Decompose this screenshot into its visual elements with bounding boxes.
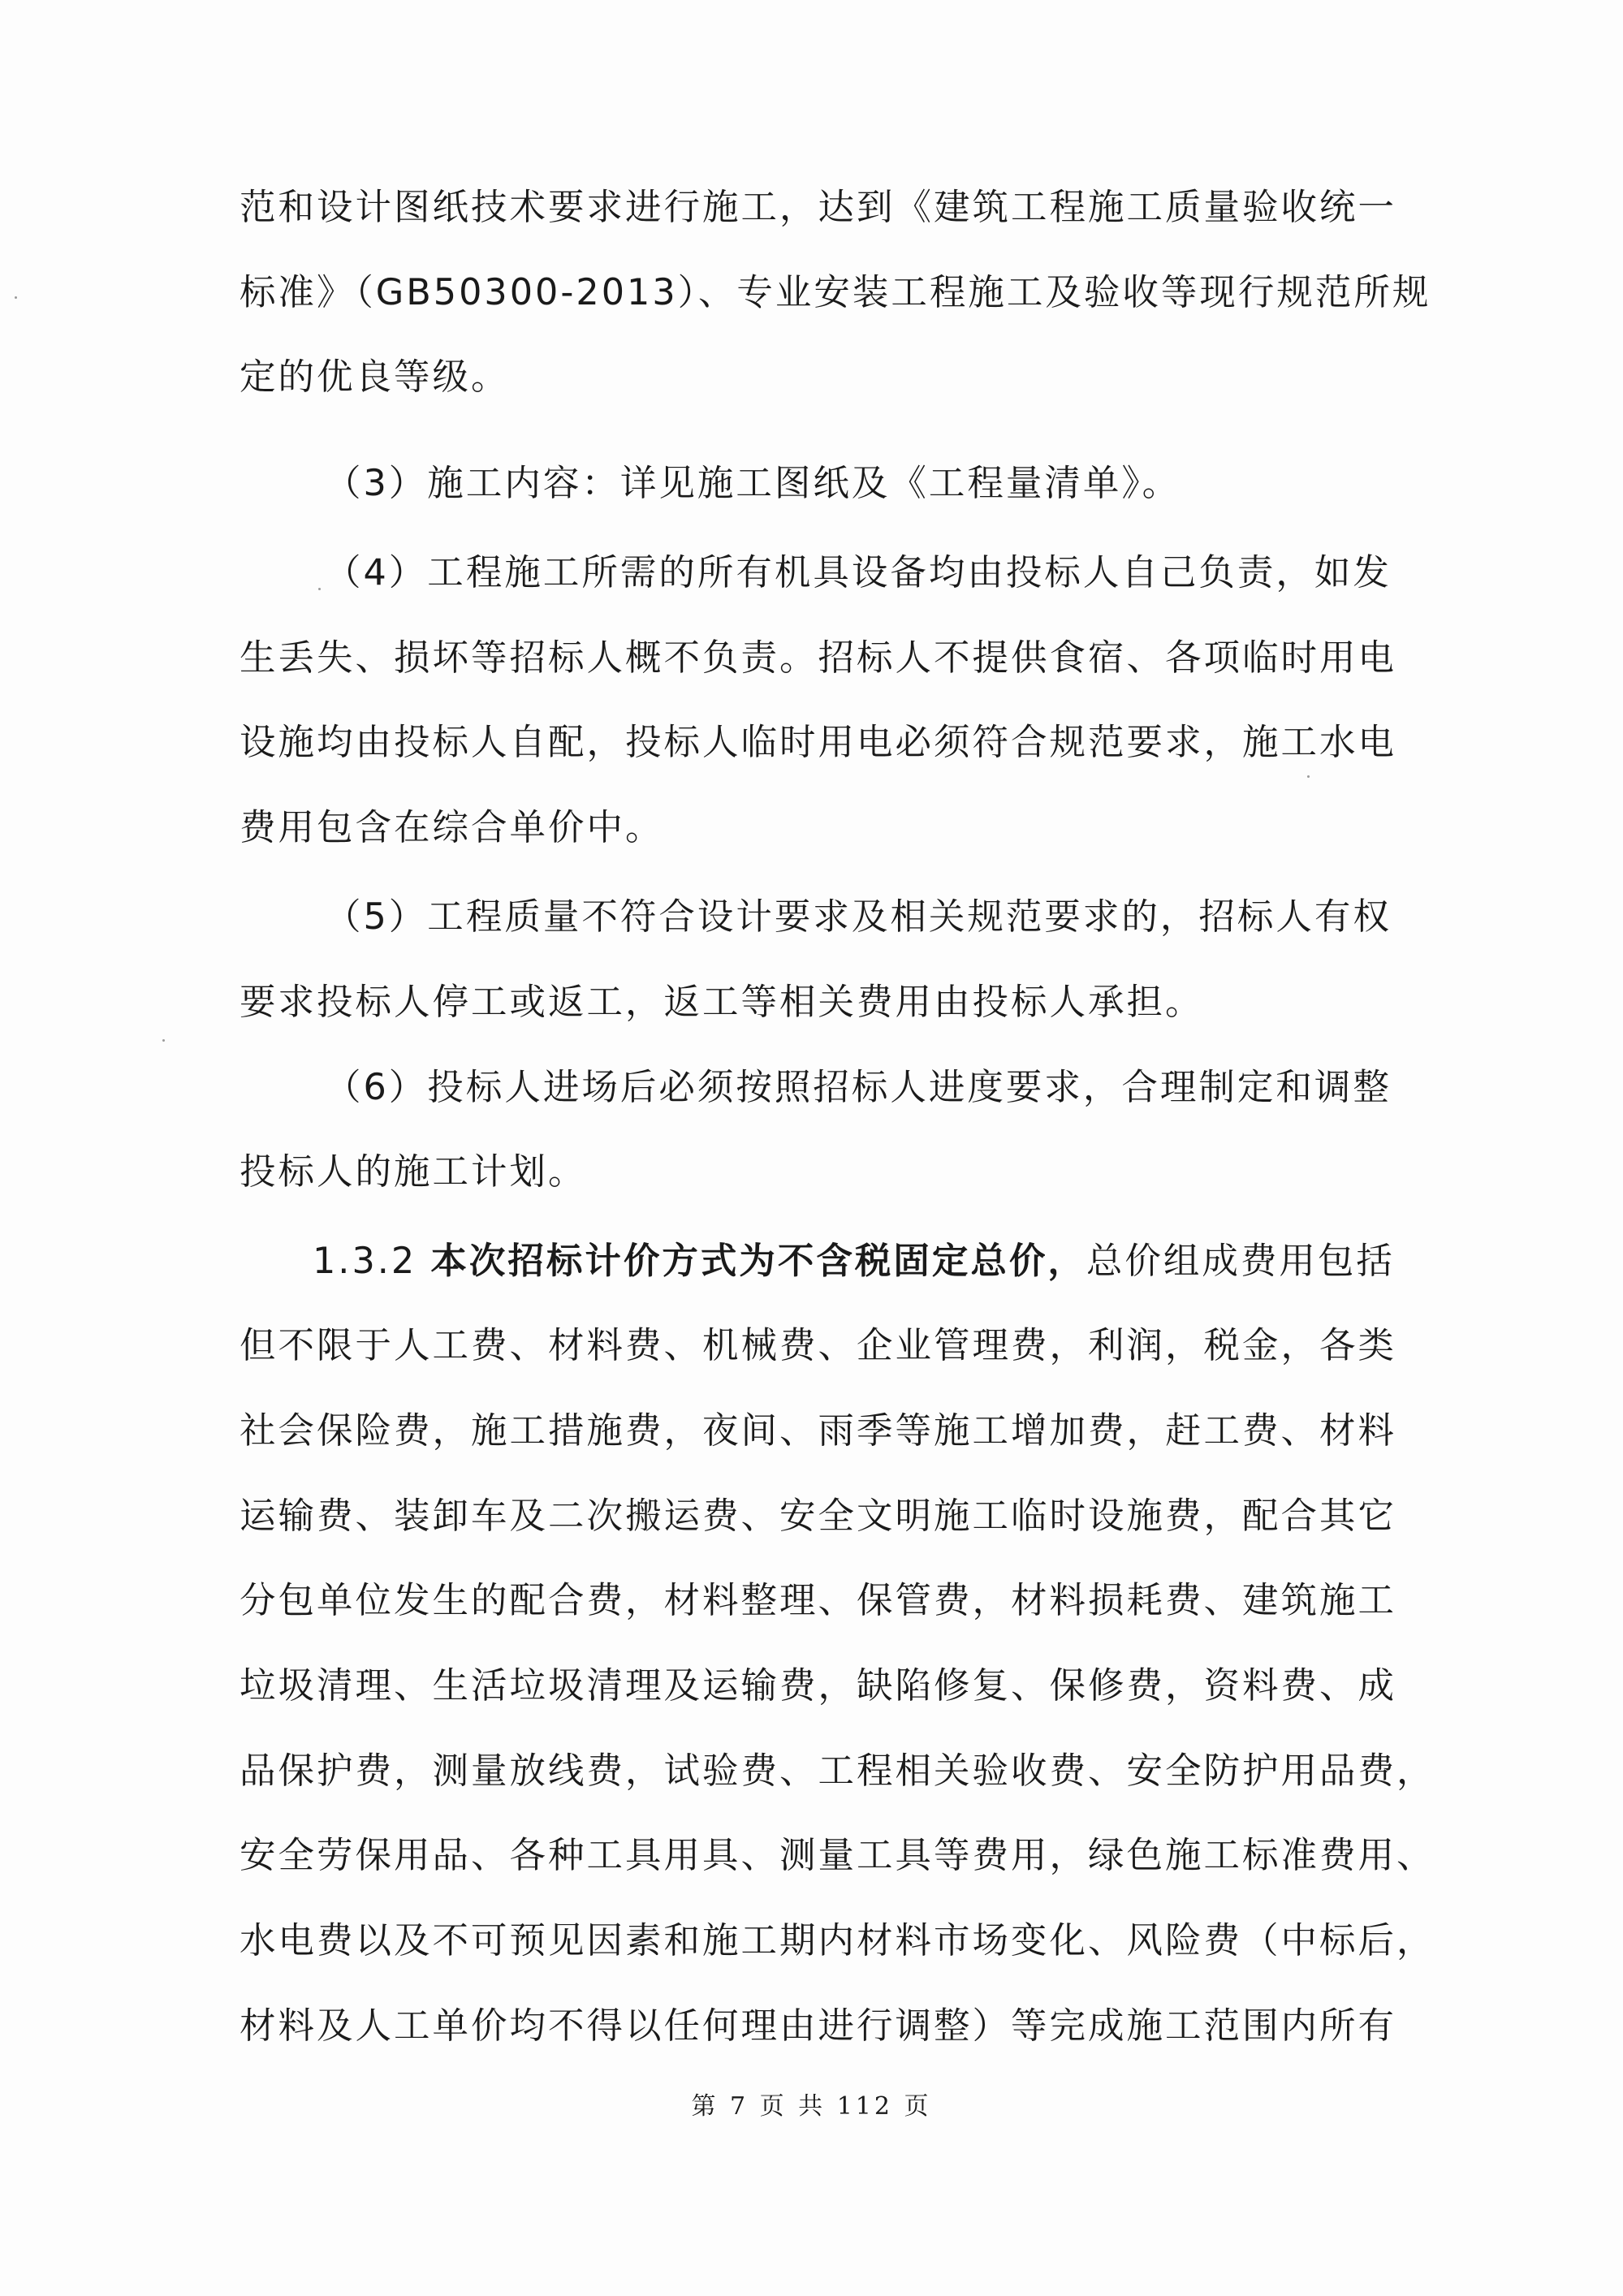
text-line: 安全劳保用品、各种工具用具、测量工具等费用，绿色施工标准费用、 [240,1835,1435,1876]
text-line: （3）施工内容：详见施工图纸及《工程量清单》。 [325,463,1181,504]
text-line: （5）工程质量不符合设计要求及相关规范要求的，招标人有权 [325,896,1392,938]
text-line: 设施均由投标人自配，投标人临时用电必须符合规范要求，施工水电 [240,722,1397,763]
text-line: 要求投标人停工或返工，返工等相关费用由投标人承担。 [240,982,1204,1023]
page-number-footer: 第 7 页 共 112 页 [691,2092,932,2121]
text-line: 标准》（GB50300-2013）、专业安装工程施工及验收等现行规范所规 [240,272,1431,313]
text-line: 投标人的施工计划。 [240,1151,587,1193]
text-line: 分包单位发生的配合费，材料整理、保管费，材料损耗费、建筑施工 [240,1580,1397,1621]
text-line: 费用包含在综合单价中。 [240,807,664,848]
text-line: 品保护费，测量放线费，试验费、工程相关验收费、安全防护用品费， [240,1750,1435,1792]
section-number: 1.3.2 [313,1241,431,1282]
scan-speck [1307,775,1310,778]
bold-phrase: 本次招标计价方式为不含税固定总价， [430,1241,1086,1282]
text-line: 材料及人工单价均不得以任何理由进行调整）等完成施工范围内所有 [240,2005,1397,2047]
text-line: 但不限于人工费、材料费、机械费、企业管理费，利润，税金，各类 [240,1325,1397,1366]
text-line: 生丢失、损坏等招标人概不负责。招标人不提供食宿、各项临时用电 [240,637,1397,679]
text-line: 运输费、装卸车及二次搬运费、安全文明施工临时设施费，配合其它 [240,1495,1397,1537]
scan-speck [318,588,321,590]
text-run: 总价组成费用包括 [1086,1241,1395,1282]
text-line: 水电费以及不可预见因素和施工期内材料市场变化、风险费（中标后， [240,1920,1435,1962]
text-line: （4）工程施工所需的所有机具设备均由投标人自己负责，如发 [325,552,1392,593]
text-line: 社会保险费，施工措施费，夜间、雨季等施工增加费，赶工费、材料 [240,1410,1397,1452]
text-line: 定的优良等级。 [240,356,510,398]
text-line: （6）投标人进场后必须按照招标人进度要求，合理制定和调整 [325,1067,1392,1108]
scan-speck [15,296,17,299]
text-line: 垃圾清理、生活垃圾清理及运输费，缺陷修复、保修费，资料费、成 [240,1665,1397,1707]
text-line: 范和设计图纸技术要求进行施工，达到《建筑工程施工质量验收统一 [240,187,1397,228]
text-line [313,1237,1395,1286]
scan-speck [162,1039,165,1042]
